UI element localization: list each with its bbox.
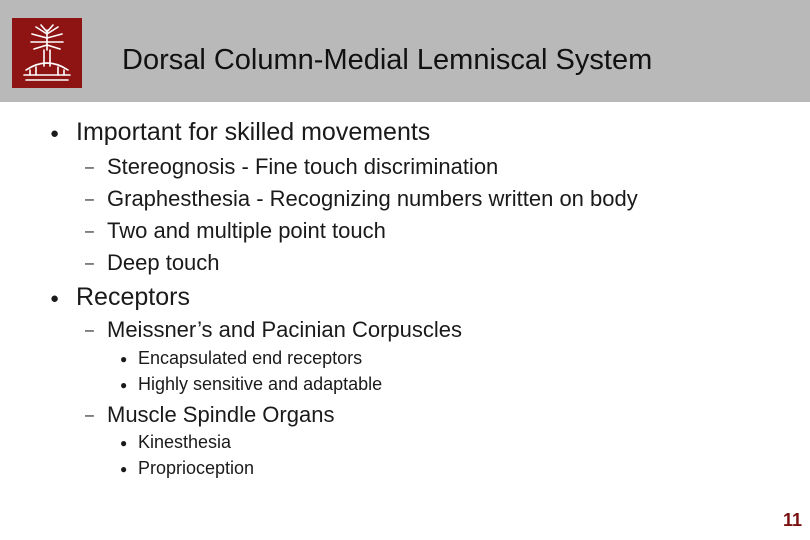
level1-bullet-icon: ● xyxy=(50,290,60,307)
header-band xyxy=(0,0,810,102)
slide-title: Dorsal Column-Medial Lemniscal System xyxy=(122,44,653,76)
sub-bullet-muscle-spindle: Muscle Spindle Organs xyxy=(107,402,335,427)
bullet-receptors: Receptors xyxy=(76,283,190,311)
sub-bullet-deep-touch: Deep touch xyxy=(107,250,220,275)
sub-sub-bullet-highly-sensitive: Highly sensitive and adaptable xyxy=(138,374,383,394)
level3-bullet-icon: ● xyxy=(120,462,128,476)
sub-bullet-stereognosis: Stereognosis - Fine touch discrimination xyxy=(107,154,499,179)
sub-bullet-two-point-touch: Two and multiple point touch xyxy=(107,218,386,243)
level3-bullet-icon: ● xyxy=(120,352,128,366)
level2-dash-icon: – xyxy=(85,255,94,272)
sub-sub-bullet-proprioception: Proprioception xyxy=(138,458,255,478)
page-number: 11 xyxy=(782,510,802,530)
sub-sub-bullet-encapsulated: Encapsulated end receptors xyxy=(138,348,363,368)
sub-sub-bullet-kinesthesia: Kinesthesia xyxy=(138,432,232,452)
sub-bullet-graphesthesia: Graphesthesia - Recognizing numbers written on body xyxy=(107,186,638,211)
level2-dash-icon: – xyxy=(85,159,94,176)
level3-bullet-icon: ● xyxy=(120,378,128,392)
level2-dash-icon: – xyxy=(85,407,94,424)
sub-bullet-meissner-pacinian: Meissner’s and Pacinian Corpuscles xyxy=(107,317,463,342)
level2-dash-icon: – xyxy=(85,322,94,339)
level2-dash-icon: – xyxy=(85,191,94,208)
palmetto-logo-icon xyxy=(12,18,82,88)
level1-bullet-icon: ● xyxy=(50,125,60,142)
level3-bullet-icon: ● xyxy=(120,436,128,450)
level2-dash-icon: – xyxy=(85,223,94,240)
bullet-important-skilled-movements: Important for skilled movements xyxy=(76,118,431,146)
